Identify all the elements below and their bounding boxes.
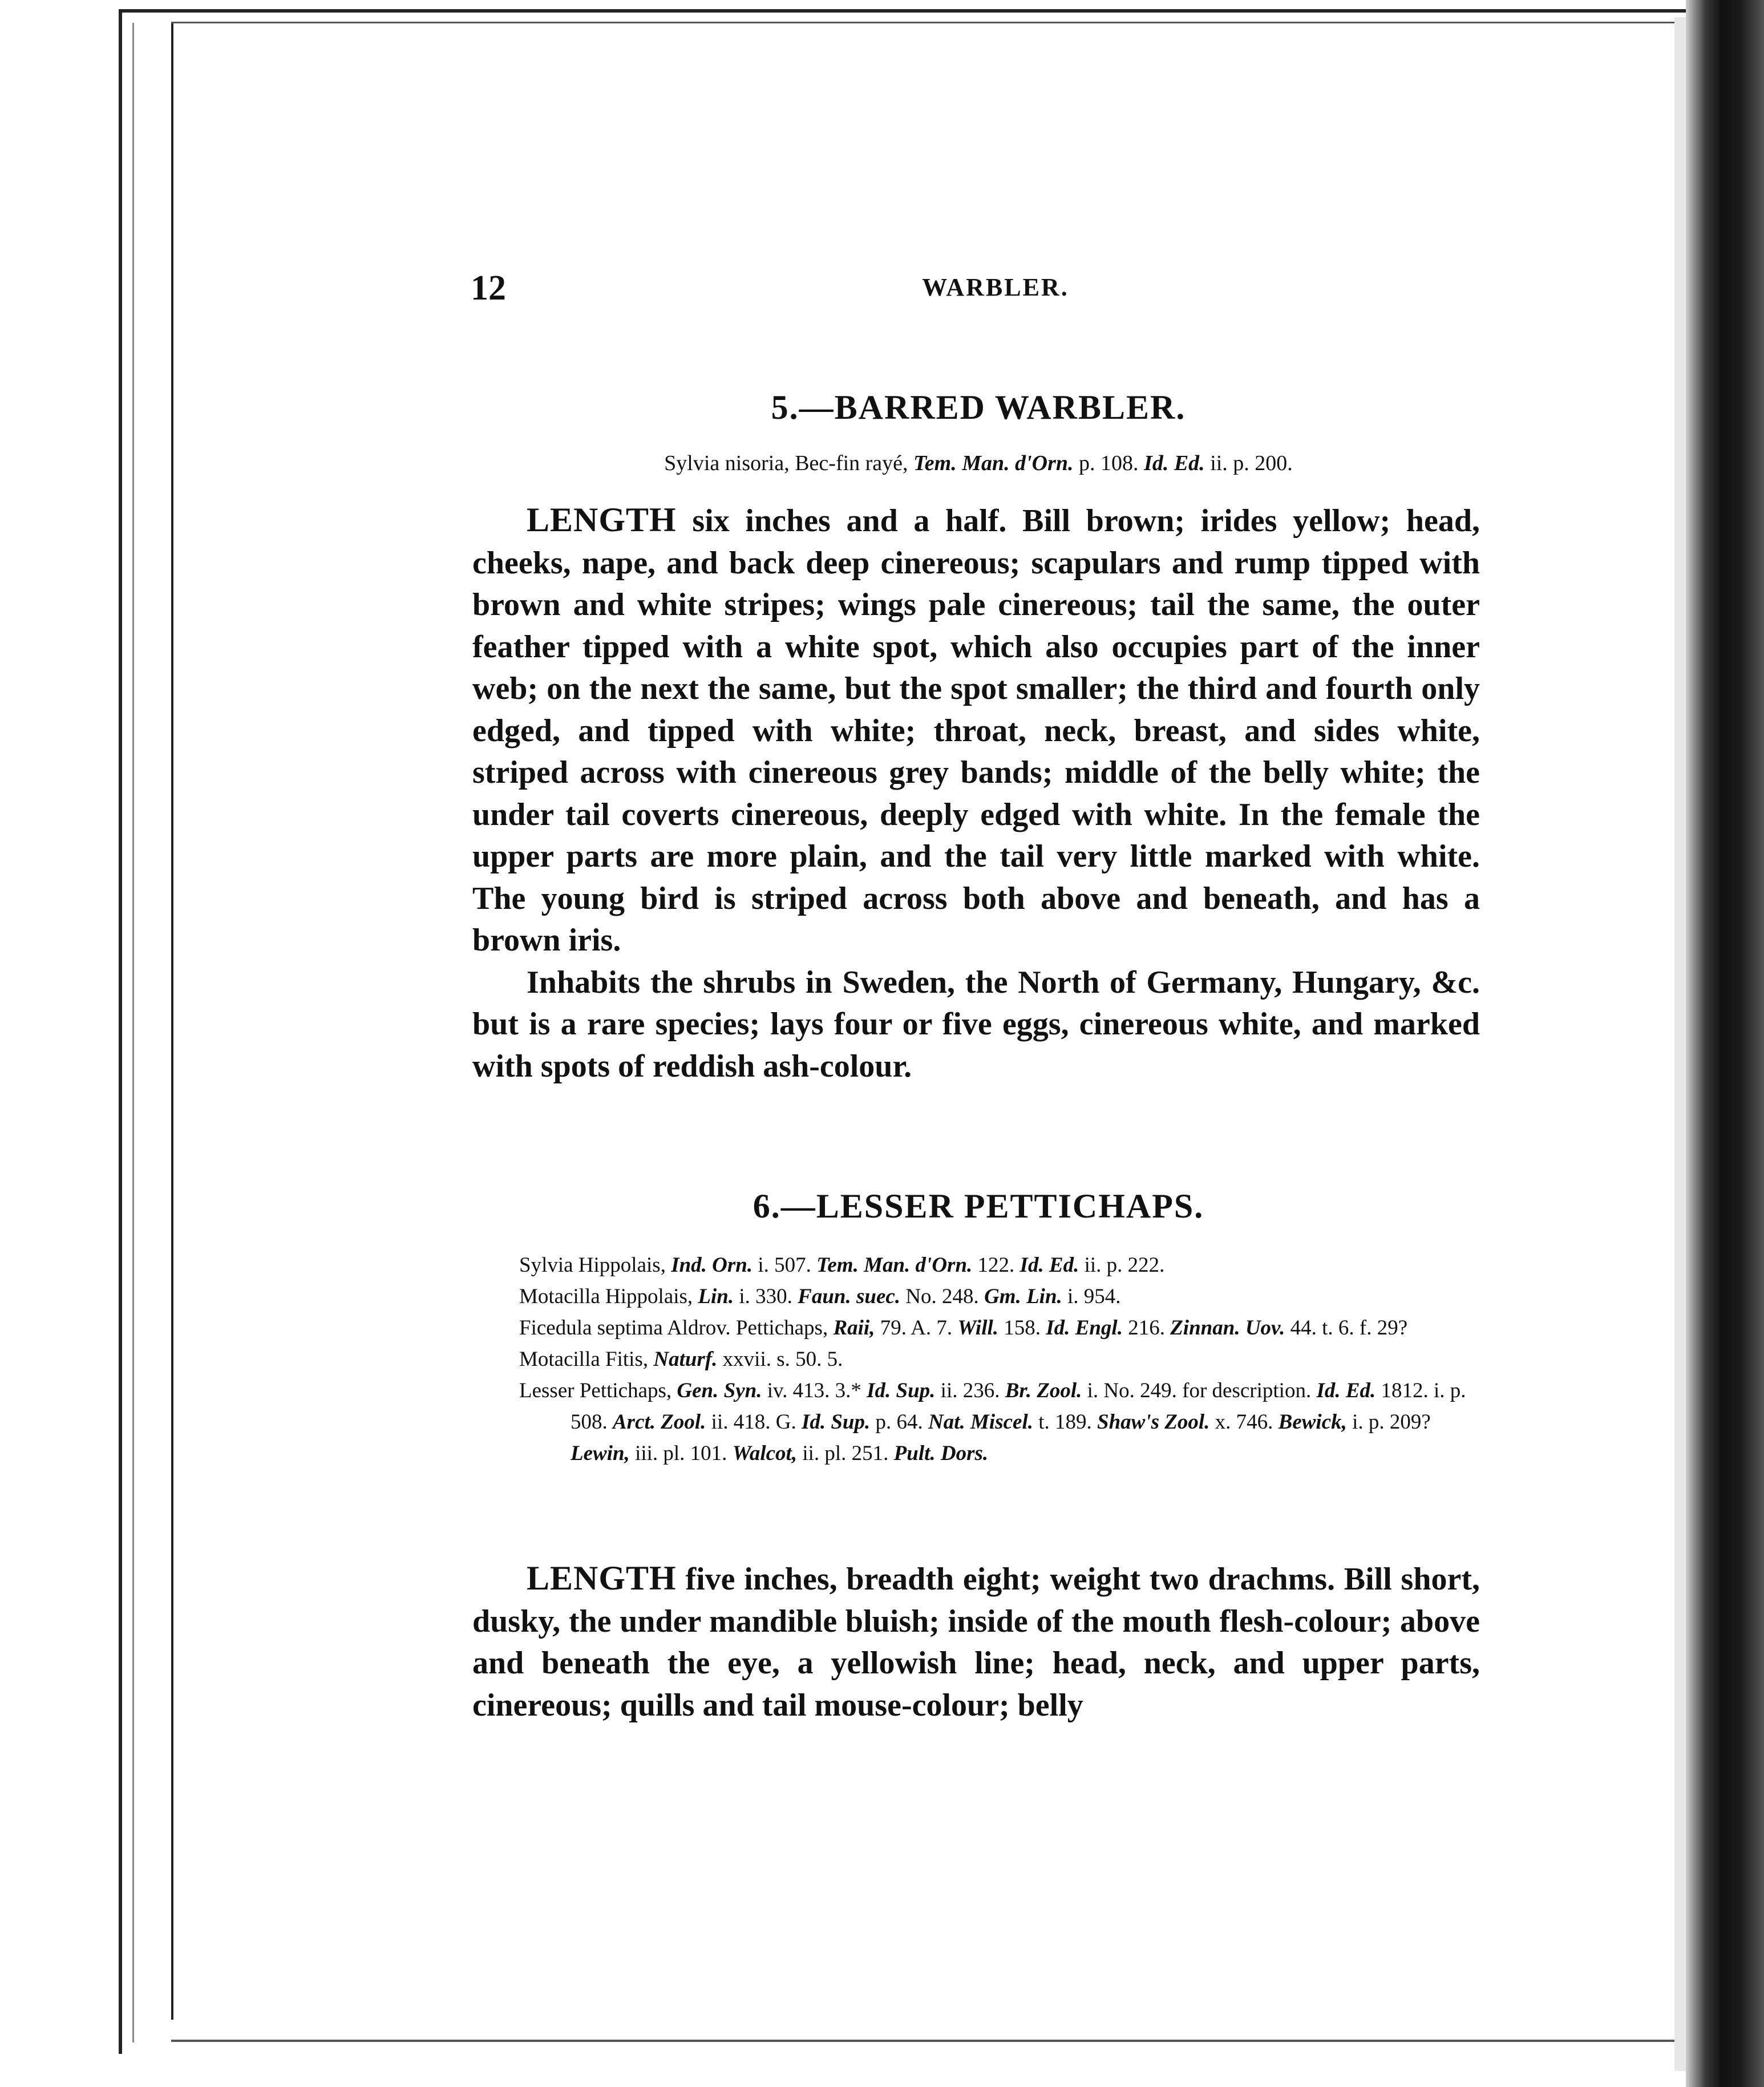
ref-italic: Id. Ed. — [1019, 1253, 1079, 1277]
synonymy-text: p. 108. — [1073, 451, 1144, 475]
reference-item — [519, 1249, 1478, 1281]
ref-text: x. 746. — [1209, 1410, 1279, 1434]
ref-text: Motacilla Hippolais, — [519, 1285, 698, 1308]
ref-text: iii. pl. 101. — [629, 1442, 733, 1465]
ref-text: xxvii. s. 50. 5. — [717, 1348, 843, 1371]
description-block — [472, 1558, 1480, 1726]
ref-text: 216. — [1122, 1316, 1171, 1340]
reference-item — [519, 1344, 1478, 1375]
section-title: 5.—BARRED WARBLER. — [771, 389, 1186, 426]
ref-text: i. No. 249. for description. — [1082, 1379, 1317, 1402]
ref-italic: Lin. — [698, 1285, 734, 1308]
page-top-edge — [171, 22, 1683, 23]
ref-italic: Id. Sup. — [801, 1410, 871, 1434]
running-head — [471, 268, 1486, 308]
page-gutter — [1674, 17, 1687, 2071]
ref-text: ii. 418. G. — [706, 1410, 802, 1434]
paragraph-text: Inhabits the shrubs in Sweden, the North of Germany, Hungary, &c. but is a rare species; lays four or five eggs, cinereous white, and marked with spots of reddish ash-colour. — [472, 964, 1480, 1084]
paragraph-text: six inches and a half. Bill brown; irides yellow; head, cheeks, nape, and back deep cinereous; scapulars and rump tipped with brown and white stripes; wings pale cinereous; tail the same, the outer feather tipped with a white spot, which also occupies part of the inner web; on the next the same, but the spot smaller; the third and fourth only edged, and tipped with white; throat, neck, breast, and sides white, striped across with cinereous grey bands; middle of the belly white; the under tail coverts cinereous, deeply edged with white. In the female the upper parts are more plain, and the tail very little marked with white. The young bird is striped across both above and beneath, and has a brown iris. — [472, 503, 1480, 958]
page-top-edge — [119, 9, 1688, 13]
ref-italic: Gm. Lin. — [984, 1285, 1062, 1308]
section-title: 6.—LESSER PETTICHAPS. — [752, 1187, 1204, 1225]
lead-word: LENGTH — [527, 1559, 677, 1597]
ref-text: ii. p. 222. — [1079, 1253, 1165, 1277]
ref-text: t. 189. — [1033, 1410, 1097, 1434]
ref-italic: Naturf. — [653, 1348, 718, 1371]
description-paragraph — [472, 499, 1480, 962]
ref-text: ii. pl. 251. — [797, 1442, 894, 1465]
reference-list — [519, 1249, 1478, 1469]
description-paragraph — [472, 1558, 1480, 1726]
ref-italic: Arct. Zool. — [613, 1410, 706, 1434]
synonymy-italic: Id. Ed. — [1144, 451, 1205, 475]
description-block — [472, 499, 1480, 1087]
ref-italic: Bewick, — [1278, 1410, 1347, 1434]
ref-text: i. p. 209? — [1346, 1410, 1431, 1434]
ref-text: Ficedula septima Aldrov. Pettichaps, — [519, 1316, 834, 1340]
synonymy-italic: Tem. Man. d'Orn. — [913, 451, 1074, 475]
ref-text: 79. A. 7. — [875, 1316, 958, 1340]
ref-italic: Gen. Syn. — [677, 1379, 762, 1402]
ref-text: i. 330. — [734, 1285, 798, 1308]
ref-italic: Lewin, — [571, 1442, 630, 1465]
page-binding-shadow — [1686, 0, 1764, 2087]
ref-text: Lesser Pettichaps, — [519, 1379, 677, 1402]
ref-italic: Id. Ed. — [1316, 1379, 1376, 1402]
synonymy-text: ii. p. 200. — [1204, 451, 1293, 475]
synonymy-line — [471, 451, 1486, 476]
page-edge-line — [119, 11, 122, 2054]
reference-item — [519, 1375, 1478, 1469]
ref-text: iv. 413. 3.* — [762, 1379, 867, 1402]
ref-italic: Id. Engl. — [1046, 1316, 1123, 1340]
ref-italic: Faun. suec. — [798, 1285, 901, 1308]
ref-italic: Br. Zool. — [1005, 1379, 1082, 1402]
synonymy-text: Sylvia nisoria, Bec-fin rayé, — [664, 451, 914, 475]
ref-italic: Zinnan. Uov. — [1170, 1316, 1285, 1340]
scan-margin — [0, 0, 131, 2087]
ref-italic: Raii, — [833, 1316, 875, 1340]
reference-item — [519, 1281, 1478, 1312]
running-title: WARBLER. — [922, 273, 1069, 301]
ref-text: 158. — [998, 1316, 1046, 1340]
page-bottom-edge — [171, 2040, 1683, 2042]
ref-italic: Will. — [957, 1316, 999, 1340]
ref-italic: Walcot, — [732, 1442, 798, 1465]
ref-text: No. 248. — [900, 1285, 985, 1308]
ref-italic: Shaw's Zool. — [1097, 1410, 1210, 1434]
ref-italic: Id. Sup. — [867, 1379, 936, 1402]
ref-text: i. 954. — [1062, 1285, 1121, 1308]
ref-text: ii. 236. — [935, 1379, 1005, 1402]
ref-text: 1812. i. p. 508. — [571, 1379, 1466, 1434]
ref-text: p. 64. — [870, 1410, 929, 1434]
reference-item — [519, 1312, 1478, 1344]
ref-text: i. 507. — [752, 1253, 817, 1277]
ref-text: Sylvia Hippolais, — [519, 1253, 671, 1277]
ref-italic: Ind. Orn. — [671, 1253, 753, 1277]
habitat-paragraph — [472, 962, 1480, 1088]
ref-italic: Tem. Man. d'Orn. — [816, 1253, 973, 1277]
ref-italic: Nat. Miscel. — [928, 1410, 1033, 1434]
lead-word: LENGTH — [527, 501, 677, 539]
ref-text: Motacilla Fitis, — [519, 1348, 654, 1371]
ref-text: 122. — [972, 1253, 1020, 1277]
ref-italic: Pult. Dors. — [893, 1442, 989, 1465]
page-edge-line — [171, 23, 173, 2020]
ref-text: 44. t. 6. f. 29? — [1285, 1316, 1408, 1340]
page-edge-line — [132, 23, 134, 2042]
page-number: 12 — [471, 269, 506, 308]
paragraph-text: five inches, breadth eight; weight two drachms. Bill short, dusky, the under mandible bluish; inside of the mouth flesh-colour; above and beneath the eye, a yellowish line; head, neck, and upper parts, cinereous; quills and tail mouse-colour; belly — [472, 1562, 1480, 1723]
